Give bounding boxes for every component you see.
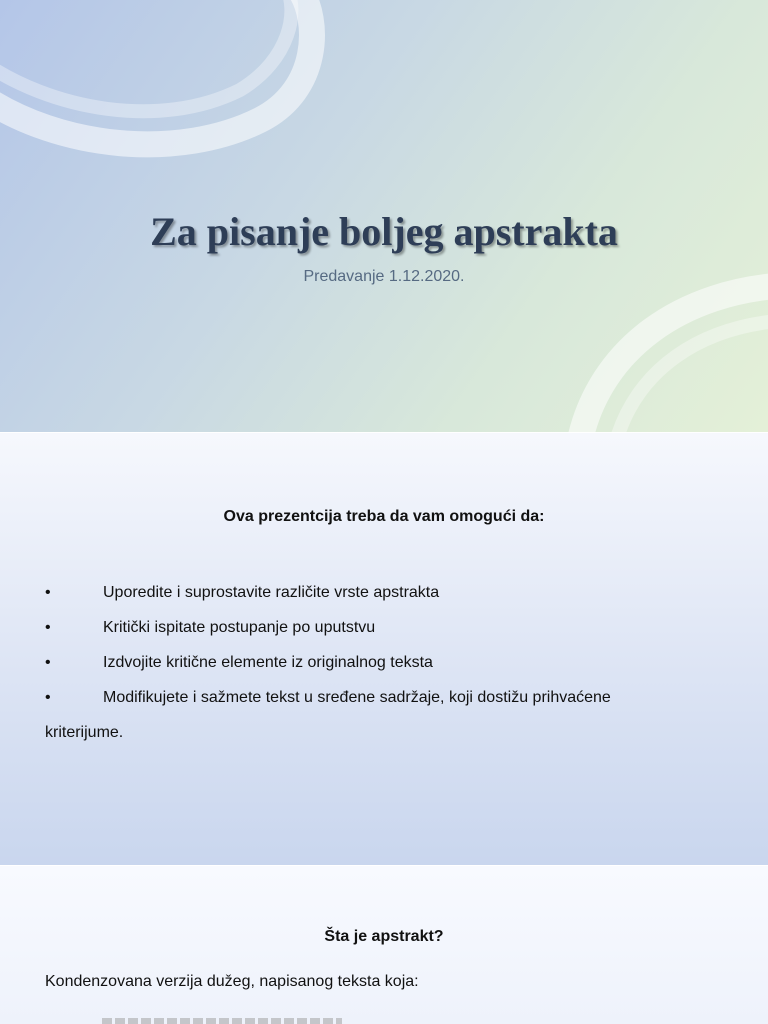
list-item	[45, 610, 725, 645]
objectives-list	[45, 575, 725, 750]
list-item	[45, 575, 725, 610]
bullet-icon: •	[45, 584, 51, 601]
list-item-text: Kritički ispitate postupanje po uputstvu	[103, 619, 376, 636]
definition-intro: Kondenzovana verzija dužeg, napisanog teksta koja:	[45, 973, 419, 990]
bullet-icon: •	[45, 689, 51, 706]
title-slide	[0, 0, 768, 432]
list-item-continuation: kriterijume.	[45, 724, 124, 741]
list-item-text: Izdvojite kritične elemente iz originalnog teksta	[103, 654, 433, 671]
definition-heading: Šta je apstrakt?	[324, 928, 444, 945]
definition-slide	[0, 866, 768, 1024]
list-item-text: Modifikujete i sažmete tekst u sređene sadržaje, koji dostižu prihvaćene	[103, 689, 611, 706]
slide-subtitle: Predavanje 1.12.2020.	[303, 268, 465, 285]
list-item	[45, 680, 725, 715]
bullet-icon: •	[45, 654, 51, 671]
list-item-text: Uporedite i suprostavite različite vrste apstrakta	[103, 584, 440, 601]
objectives-heading: Ova prezentcija treba da vam omogući da:	[223, 508, 545, 525]
bullet-icon: •	[45, 619, 51, 636]
slide-title: Za pisanje boljeg apstrakta	[150, 209, 618, 254]
cropped-text-line	[102, 1018, 342, 1024]
list-item	[45, 645, 725, 680]
objectives-slide	[0, 433, 768, 865]
